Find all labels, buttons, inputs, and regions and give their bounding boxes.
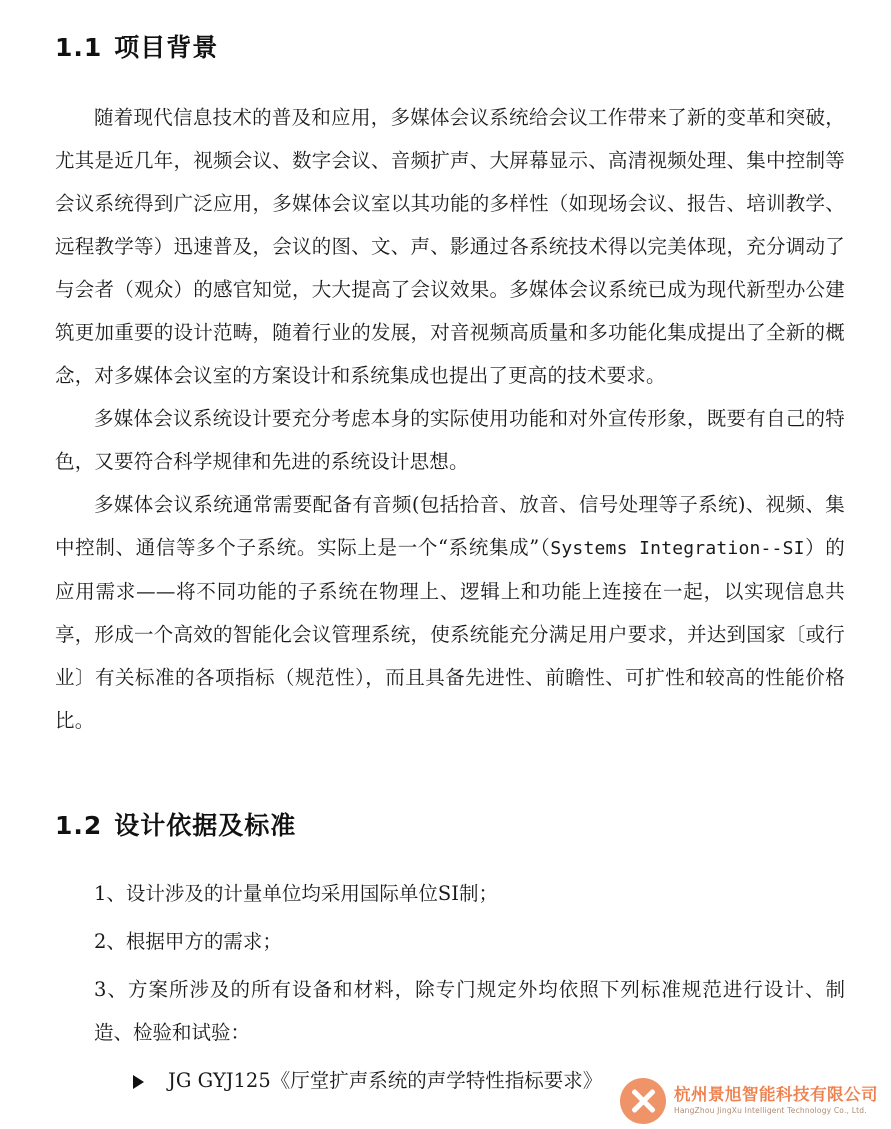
- watermark-company-en: HangZhou JingXu Intelligent Technology Co., Ltd.: [674, 1106, 867, 1115]
- list-item: 1、设计涉及的计量单位均采用国际单位SI制；: [94, 882, 498, 905]
- list-item: 3、方案所涉及的所有设备和材料，除专门规定外均依照下列标准规范进行设计、制造、检验和试验：: [94, 978, 845, 1044]
- section-body-background: [55, 96, 845, 742]
- bullet-text: JG GYJ125《厅堂扩声系统的声学特性指标要求》: [168, 1069, 603, 1092]
- paragraph: 多媒体会议系统设计要充分考虑本身的实际使用功能和对外宣传形象，既要有自己的特色，又要符合科学规律和先进的系统设计思想。: [55, 407, 845, 473]
- section-heading-background: [55, 28, 218, 64]
- section-number: 1.1: [55, 33, 103, 62]
- company-watermark: [618, 1076, 888, 1126]
- english-term: Systems Integration--SI: [550, 538, 805, 559]
- list-item: 2、根据甲方的需求；: [94, 930, 282, 953]
- section-heading-standards: [55, 806, 296, 842]
- paragraph: [55, 483, 845, 742]
- section-number: 1.2: [55, 811, 103, 840]
- paragraph-text: 多媒体会议系统通常需要配备有音频(包括拾音、放音、信号处理等子系统)、视频、集中控制、通信等多个子系统。实际上是一个“系统集成”（: [55, 493, 845, 559]
- x-logo-icon: [620, 1078, 666, 1124]
- watermark-company-cn: 杭州景旭智能科技有限公司: [674, 1085, 878, 1104]
- paragraph: 随着现代信息技术的普及和应用，多媒体会议系统给会议工作带来了新的变革和突破，尤其是近几年，视频会议、数字会议、音频扩声、大屏幕显示、高清视频处理、集中控制等会议系统得到广泛应用，多媒体会议室以其功能的多样性（如现场会议、报告、培训教学、远程教学等）迅速普及，会议的图、文、声、影通过各系统技术得以完美体现，充分调动了与会者（观众）的感官知觉，大大提高了会议效果。多媒体会议系统已成为现代新型办公建筑更加重要的设计范畴，随着行业的发展，对音视频高质量和多功能化集成提出了全新的概念，对多媒体会议室的方案设计和系统集成也提出了更高的技术要求。: [55, 106, 845, 387]
- paragraph-text: ）的应用需求——将不同功能的子系统在物理上、逻辑上和功能上连接在一起，以实现信息共享，形成一个高效的智能化会议管理系统，使系统能充分满足用户要求，并达到国家〔或行业〕有关标准的各项指标（规范性），而且具备先进性、前瞻性、可扩性和较高的性能价格比。: [55, 536, 845, 732]
- section-title: 设计依据及标准: [114, 811, 297, 840]
- section-title: 项目背景: [114, 33, 219, 62]
- section-body-standards: [55, 872, 845, 1102]
- arrow-bullet-icon: [133, 1075, 144, 1089]
